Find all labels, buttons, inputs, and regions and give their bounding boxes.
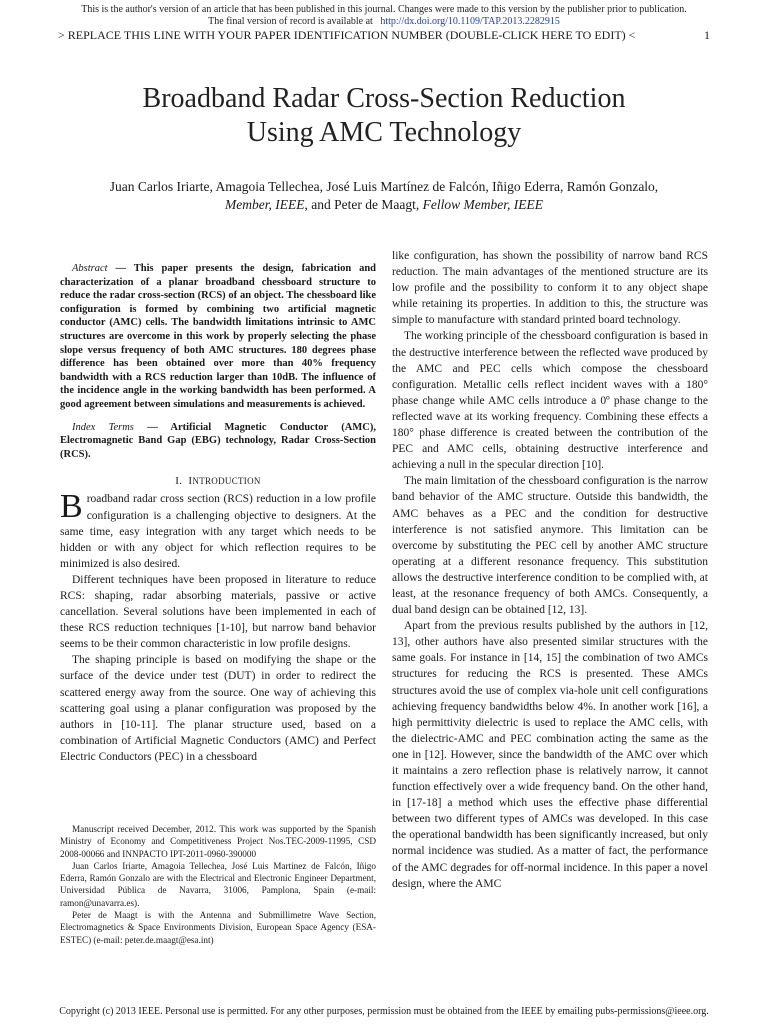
intro-paragraph-3: The shaping principle is based on modifying the shape or the surface of the device under test (DUT) in order to redirect the scattered energy away from the source. One way of achieving this scattering goal using a planar configuration was proposed by the authors in [10-11]. The planar structure used, based on a combination of Artificial Magnetic Conductors (AMC) and Perfect Electric Conductors (PEC) in a chessboard [60, 654, 376, 763]
authors-line-1: Juan Carlos Iriarte, Amagoia Tellechea, José Luis Martínez de Falcón, Iñigo Ederra, Ramón Gonzalo, [109, 179, 659, 194]
intro-paragraph-1-text: roadband radar cross section (RCS) reduction in a low profile configuration is a challenging objective to designers. At the same time, easy integration with any target which needs to be hidden or with any object for which reflection requires to be minimized is also desired. [60, 493, 376, 570]
footnotes [60, 823, 376, 946]
intro-paragraph-2: Different techniques have been proposed in literature to reduce RCS: shaping, radar absorbing materials, passive or active cancellation. Several solutions have been implemented in each of these RCS reduction techniques [1-10], but narrow band behavior seems to be their common characteristic in low profile designs. [60, 573, 376, 651]
authors-line-2 [60, 196, 708, 214]
section-numeral: I. [175, 475, 183, 488]
paper-title [0, 82, 768, 150]
notice-line-2 [0, 16, 768, 28]
fellow-affiliation: Fellow Member, IEEE [422, 197, 543, 212]
drop-cap: B [60, 488, 83, 526]
body-paragraph-prior-work: Apart from the previous results published by the authors in [12, 13], other authors have also presented similar structures with the same goals. For instance in [14, 15] the combination of two AMCs structures for reducing the RCS is presented. These AMCs structures avoid the use of complex via-hole unit cell configurations achieving frequency bandwidths below 4%. In another work [16], a high permittivity dielectric is used to replace the AMC cells, with the dielectric-AMC and PEC combination acting the same as the one in [12]. However, since the bandwidth of the AMC over which it maintains a zero reflection phase is relatively narrow, it cannot function effectively over a wide frequency band. On the other hand, in [17-18] a method which uses the effective phase differential between two different types of AMCs was developed. In this case the operational bandwidth has been significantly increased, but only normal incidence was studied. As a matter of fact, the performance of the AMC degrades for off-normal incidence. In this paper a novel design, where the AMC [392, 620, 708, 890]
index-terms [60, 421, 376, 462]
abstract [60, 262, 376, 412]
page-number: 1 [704, 28, 710, 42]
publication-notice [0, 4, 768, 28]
footnote-affiliation-2: Peter de Maagt is with the Antenna and Submillimetre Wave Section, Electromagnetics & Space Environments Division, European Space Agency (ESA-ESTEC) (e-mail: peter.de.maagt@esa.int) [60, 910, 376, 945]
title-line-2: Using AMC Technology [246, 117, 522, 148]
authors-and: , and Peter de Maagt, [304, 197, 423, 212]
left-column [60, 248, 376, 765]
intro-paragraph-1 [60, 488, 376, 571]
abstract-label: Abstract [72, 263, 108, 274]
author-list [60, 178, 708, 214]
index-terms-label: Index Terms [72, 421, 134, 433]
doi-link[interactable]: http://dx.doi.org/10.1109/TAP.2013.2282915 [380, 16, 560, 27]
member-affiliation: Member, IEEE [225, 197, 305, 212]
notice-line-1: This is the author's version of an article that has been published in this journal. Changes were made to this version by the publisher prior to publication. [81, 4, 687, 15]
body-paragraph-working-principle: The working principle of the chessboard configuration is based in the destructive interference between the reflected wave produced by the AMC and PEC cells which compose the chessboard configuration. Metallic cells reflect incident waves with a 180° phase change while AMC cells introduce a 0º phase change to the reflected wave at its working frequency. Combining these effects a 180° phase difference is created between the contribution of the PEC and AMC cells, obtaining destructive interference and achieving a null in the specular direction [10]. [392, 330, 708, 472]
running-header [58, 28, 710, 42]
footnote-affiliation-1: Juan Carlos Iriarte, Amagoia Tellechea, José Luis Martínez de Falcón, Iñigo Ederra, Ramón Gonzalo are with the Electrical and Electronic Engineer Department, Universidad Pública de Navarra, 31006, Pamplona, Spain (e-mail: ramon@unavarra.es). [60, 860, 376, 908]
notice-prefix: The final version of record is available at [208, 16, 373, 27]
header-placeholder-text: > REPLACE THIS LINE WITH YOUR PAPER IDENTIFICATION NUMBER (DOUBLE-CLICK HERE TO EDIT) < [58, 28, 636, 42]
section-heading-introduction [60, 473, 376, 489]
copyright-notice: Copyright (c) 2013 IEEE. Personal use is permitted. For any other purposes, permission must be obtained from the IEEE by emailing pubs-permissions@ieee.org. [59, 1006, 709, 1017]
body-paragraph-continued: like configuration, has shown the possibility of narrow band RCS reduction. The main advantages of the mentioned structure are its low profile and the possibility to conform it to any object shape while retaining its properties. In addition to this, the structure was simple to manufacture with standard printed board technology. [392, 250, 708, 327]
body-paragraph-limitation: The main limitation of the chessboard configuration is the narrow band behavior of the AMC structure. Outside this bandwidth, the AMC behaves as a PEC and the condition for destructive interference is not satisfied anymore. This limitation can be overcome by substituting the PEC cell by another AMC structure operating at a different resonance frequency. This substitution allows the destructive interference condition to be complied with, at least, at the resonance frequency of both AMCs. Consequently, a dual band design can be obtained [12, 13]. [392, 475, 708, 617]
section-title-first: I [188, 475, 193, 488]
section-title-rest: NTRODUCTION [192, 476, 261, 487]
abstract-text: — This paper presents the design, fabrication and characterization of a planar broadband chessboard structure to reduce the radar cross-section (RCS) of an object. The chessboard like configuration is formed by combining two artificial magnetic conductor (AMC) cells. The bandwidth limitations intrinsic to AMC structures are overcome in this work by properly selecting the phase slope versus frequency of both AMC structures. 180 degrees phase difference has been obtained over more than 40% frequency bandwidth with a RCS reduction larger than 10dB. The influence of the incidence angle in the working bandwidth has been performed. A good agreement between simulations and measurements is achieved. [60, 263, 376, 410]
title-line-1: Broadband Radar Cross-Section Reduction [142, 83, 626, 114]
index-terms-text: — Artificial Magnetic Conductor (AMC), Electromagnetic Band Gap (EBG) technology, Radar Cross-Section (RCS). [60, 421, 376, 460]
right-column [392, 248, 708, 892]
footnote-manuscript: Manuscript received December, 2012. This work was supported by the Spanish Ministry of Economy and Competitiveness Project Nos.TEC-2009-11995, CSD 2008-00066 and INNPACTO IPT-2011-0960-390000 [60, 824, 376, 859]
